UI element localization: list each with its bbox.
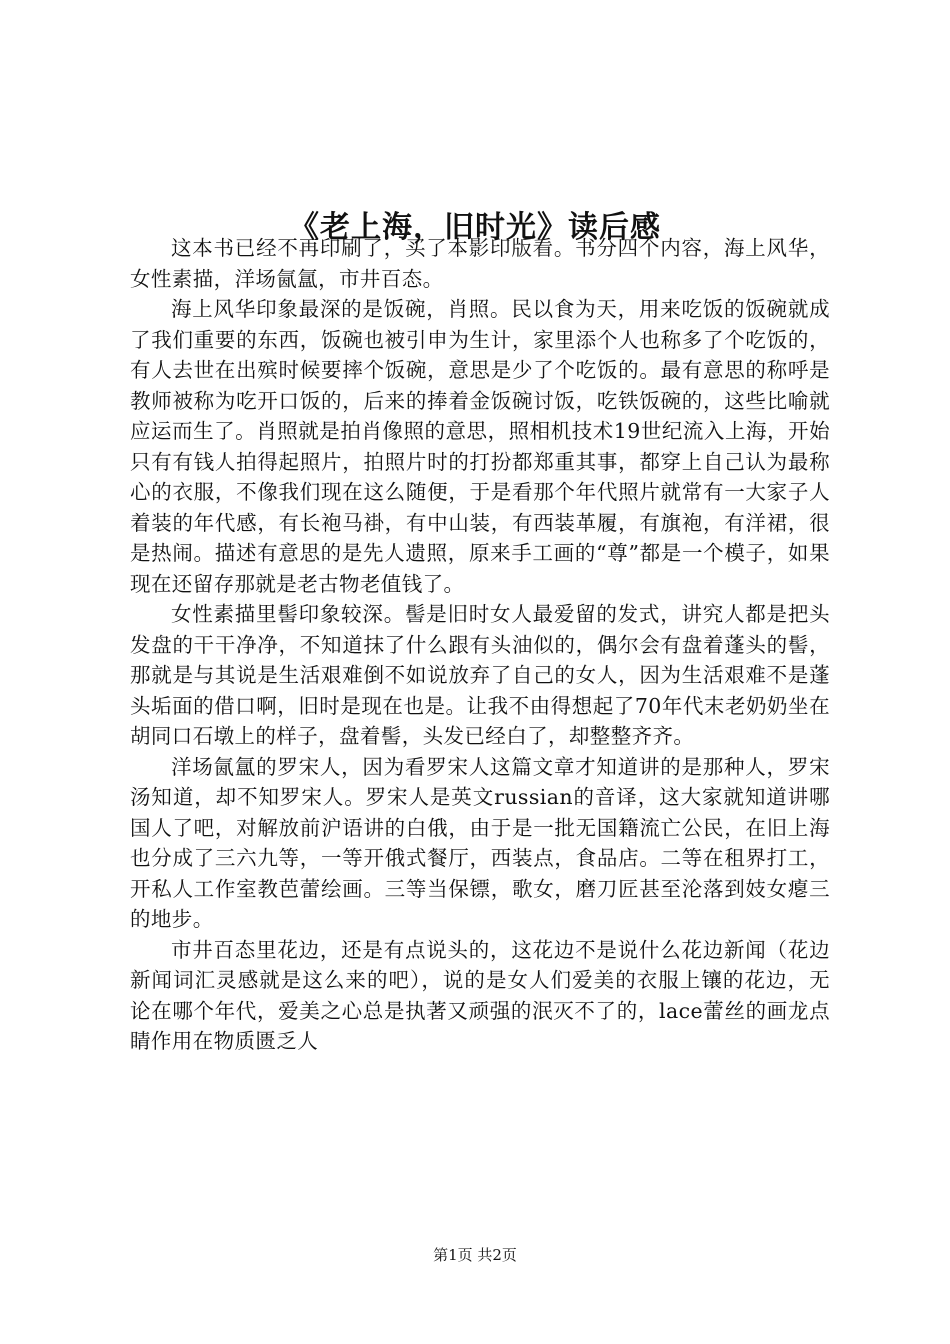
paragraph-haishang-fenghua: 海上风华印象最深的是饭碗，肖照。民以食为天，用来吃饭的饭碗就成了我们重要的东西，饭碗也被引申为生计，家里添个人也称多了个吃饭的，有人去世在出殡时候要摔个饭碗，意思是少了个吃饭的。最有意思的称呼是教师被称为吃开口饭的，后来的捧着金饭碗讨饭，吃铁饭碗的，这些比喻就应运而生了。肖照就是拍肖像照的意思，照相机技术19世纪流入上海，开始只有有钱人拍得起照片，拍照片时的打扮都郑重其事，都穿上自己认为最称心的衣服，不像我们现在这么随便，于是看那个年代照片就常有一大家子人着装的年代感，有长袍马褂，有中山装，有西装革履，有旗袍，有洋裙，很是热闹。描述有意思的是先人遗照，原来手工画的“尊”都是一个模子，如果现在还留存那就是老古物老值钱了。 [130,297,830,596]
page-number-footer: 第1页 共2页 [433,1246,517,1264]
article-body [130,233,830,1057]
paragraph-shijing-baitai: 市井百态里花边，还是有点说头的，这花边不是说什么花边新闻（花边新闻词汇灵感就是这么来的吧），说的是女人们爱美的衣服上镶的花边，无论在哪个年代，爱美之心总是执著又顽强的泯灭不了的，lace蕾丝的画龙点睛作用在物质匮乏人 [130,937,830,1053]
paragraph-intro: 这本书已经不再印刷了，买了本影印版看。书分四个内容，海上风华，女性素描，洋场氤氲，市井百态。 [130,236,830,291]
paragraph-nvxing-sumiao: 女性素描里髻印象较深。髻是旧时女人最爱留的发式，讲究人都是把头发盘的干干净净，不知道抹了什么跟有头油似的，偶尔会有盘着蓬头的髻，那就是与其说是生活艰难倒不如说放弃了自己的女人，因为生活艰难不是蓬头垢面的借口啊，旧时是现在也是。让我不由得想起了70年代末老奶奶坐在胡同口石墩上的样子，盘着髻，头发已经白了，却整整齐齐。 [130,602,830,748]
paragraph-yangchang-yinyun: 洋场氤氲的罗宋人，因为看罗宋人这篇文章才知道讲的是那种人，罗宋汤知道，却不知罗宋人。罗宋人是英文russian的音译，这大家就知道讲哪国人了吧，对解放前沪语讲的白俄，由于是一批无国籍流亡公民，在旧上海也分成了三六九等，一等开俄式餐厅，西装点，食品店。二等在租界打工，开私人工作室教芭蕾绘画。三等当保镖，歌女，磨刀匠甚至沦落到妓女瘪三的地步。 [130,754,830,931]
page-title: 《老上海，旧时光》读后感 [289,210,661,246]
